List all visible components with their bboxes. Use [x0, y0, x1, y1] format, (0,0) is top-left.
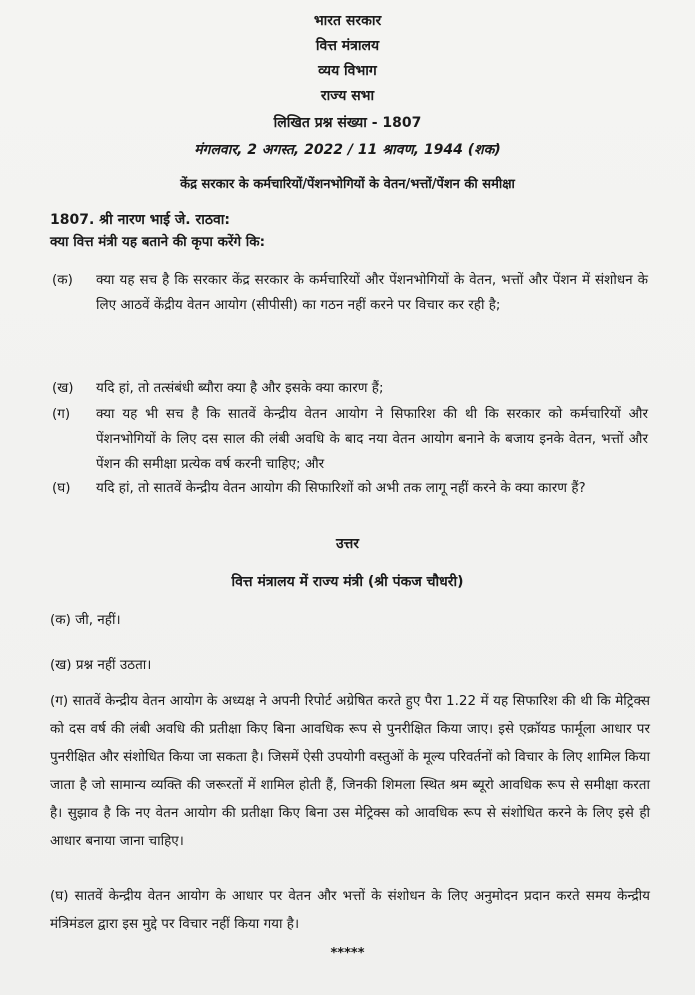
subject-line: केंद्र सरकार के कर्मचारियों/पेंशनभोगियों के वेतन/भत्तों/पेंशन की समीक्षा: [180, 177, 515, 192]
q-item-text: क्या यह सच है कि सरकार केंद्र सरकार के कर्मचारियों और पेंशनभोगियों के वेतन, भत्तों और पेंशन में संशोधन के लिए आठवें केंद्रीय वेतन आयोग (सीपीसी) का गठन नहीं करने पर विचार कर रही है;: [96, 272, 648, 313]
question-asker: 1807. श्री नारण भाई जे. राठवा:: [50, 212, 230, 228]
end-marker: *****: [330, 946, 365, 961]
department-title: व्यय विभाग: [318, 63, 377, 79]
house-title: राज्य सभा: [320, 88, 375, 104]
answer-a: (क) जी, नहीं।: [50, 612, 121, 628]
answer-heading: उत्तर: [335, 536, 360, 552]
govt-title: भारत सरकार: [313, 13, 382, 29]
q-item-text: क्या यह भी सच है कि सातवें केन्द्रीय वेतन आयोग ने सिफारिश की थी कि सरकार को कर्मचारियों और पेंशनभोगियों के लिए दस साल की लंबी अवधि के बाद नया वेतन आयोग बनाने के बजाय इनके वेतन, भत्तों और पेंशन की समीक्षा प्रत्येक वर्ष करनी चाहिए; और: [96, 406, 648, 472]
answer-c: (ग) सातवें केन्द्रीय वेतन आयोग के अध्यक्ष ने अपनी रिपोर्ट अग्रेषित करते हुए पैरा 1.22 में यह सिफारिश की थी कि मेट्रिक्स को दस वर्ष की लंबी अवधि की प्रतीक्षा किए बिना आवधिक रूप से पुनरीक्षित किया जाए। इसे एक्रॉयड फार्मूला आधार पर पुनरीक्षित और संशोधित किया जा सकता है। जिसमें ऐसी उपयोगी वस्तुओं के मूल्य परिवर्तनों को विचार के लिए शामिल किया जाता है जो सामान्य व्यक्ति की जरूरतों में शामिल होती हैं, जिनकी शिमला स्थित श्रम ब्यूरो आवधिक रूप से समीक्षा करता है। सुझाव है कि नए वेतन आयोग की प्रतीक्षा किए बिना उस मेट्रिक्स को आवधिक रूप से संशोधित करने के लिए इसे ही आधार बनाया जाना चाहिए।: [50, 693, 650, 849]
question-number: लिखित प्रश्न संख्या - 1807: [273, 115, 422, 131]
q-item-mark: (ग): [52, 406, 71, 422]
date-line: मंगलवार, 2 अगस्त, 2022 / 11 श्रावण, 1944 (शक): [194, 142, 501, 158]
q-item-mark: (ख): [52, 380, 74, 396]
q-item-text: यदि हां, तो तत्संबंधी ब्यौरा क्या है और इसके क्या कारण हैं;: [96, 380, 384, 396]
answer-d: (घ) सातवें केन्द्रीय वेतन आयोग के आधार पर वेतन और भत्तों के संशोधन के लिए अनुमोदन प्रदान करते समय केन्द्रीय मंत्रिमंडल द्वारा इस मुद्दे पर विचार नहीं किया गया है।: [50, 888, 650, 932]
answer-b: (ख) प्रश्न नहीं उठता।: [50, 657, 152, 673]
minister-name: वित्त मंत्रालय में राज्य मंत्री (श्री पंकज चौधरी): [231, 574, 464, 590]
q-item-mark: (घ): [52, 480, 71, 496]
question-intro: क्या वित्त मंत्री यह बताने की कृपा करेंगे कि:: [50, 234, 266, 250]
ministry-title: वित्त मंत्रालय: [315, 38, 380, 54]
q-item-mark: (क): [52, 272, 73, 288]
q-item-text: यदि हां, तो सातवें केन्द्रीय वेतन आयोग की सिफारिशों को अभी तक लागू नहीं करने के क्या कारण हैं?: [96, 480, 586, 496]
